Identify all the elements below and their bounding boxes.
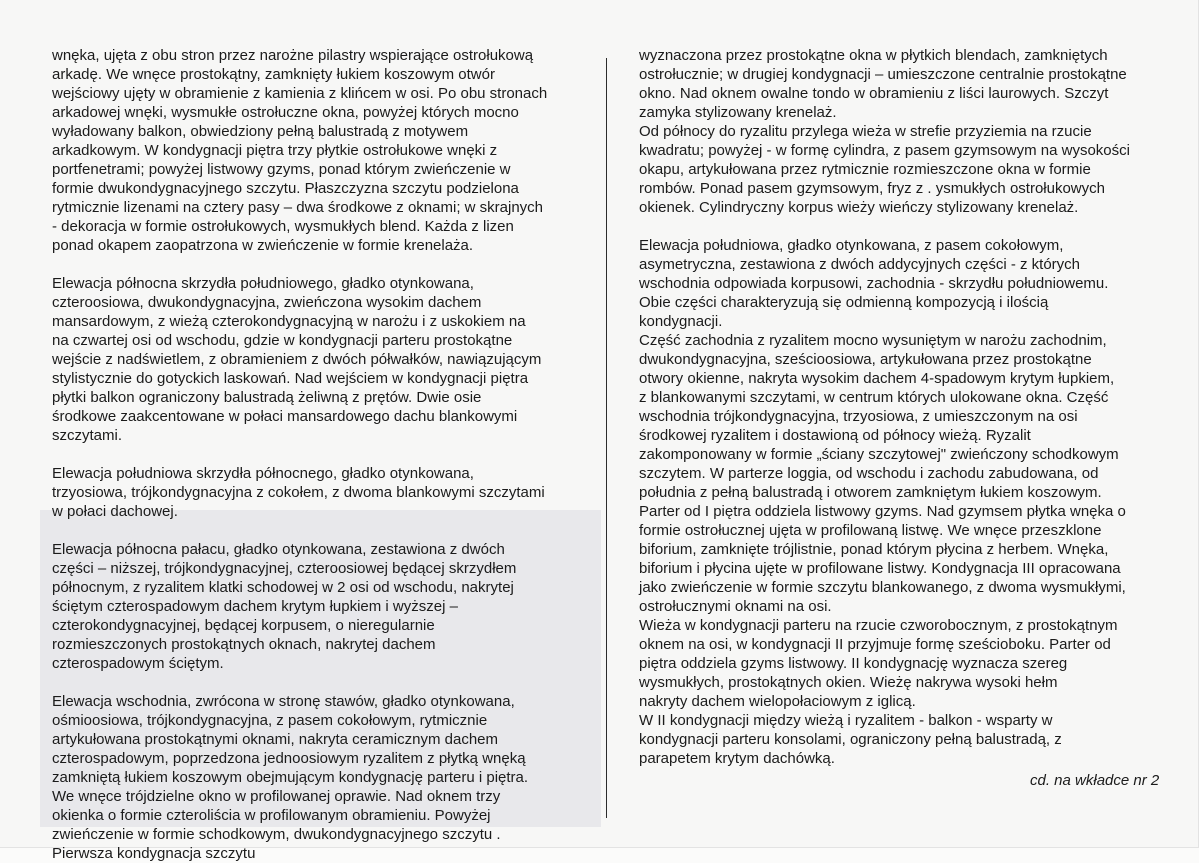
text-line: dwukondygnacyjna, sześcioosiowa, artykułowana przez prostokątne [639, 351, 1092, 368]
right-text-column [639, 46, 1159, 768]
text-line: czterospadowym, poprzedzona jednoosiowym ryzalitem z płytką wnęką [52, 750, 526, 767]
text-line: ściętym czterospadowym dachem krytym łupkiem i wyższej – [52, 598, 458, 615]
text-line: nakryty dachem wielopołaciowym z iglicą. [639, 693, 916, 710]
text-line: czterospadowym ściętym. [52, 655, 224, 672]
text-line: rytmicznie lizenami na cztery pasy – dwa środkowe z oknami; w skrajnych [52, 199, 544, 216]
text-line: Obie części charakteryzują się odmienną kompozycją i ilością [639, 294, 1049, 311]
text-line: czteroosiowa, dwukondygnacyjna, zwieńczona wysokim dachem [52, 294, 482, 311]
text-line: biforium i płycina ujęte w profilowane listwy. Kondygnacja III opracowana [639, 560, 1121, 577]
text-line: W II kondygnacji między wieżą i ryzalitem - balkon - wsparty w [639, 712, 1053, 729]
text-line: arkadowej wnęki, wysmukłe ostrołuczne okna, powyżej których mocno [52, 104, 519, 121]
text-line: okno. Nad oknem owalne tondo w obramieniu z liści laurowych. Szczyt [639, 85, 1109, 102]
text-line: piętra oddziela gzyms listwowy. II kondygnację wyznacza szereg [639, 655, 1068, 672]
text-line: mansardowym, z wieżą czterokondygnacyjną w narożu i z uskokiem na [52, 313, 526, 330]
text-line: Część zachodnia z ryzalitem mocno wysuniętym w narożu zachodnim, [639, 332, 1107, 349]
text-line: kwadratu; powyżej - w formę cylindra, z pasem gzymsowym na wysokości [639, 142, 1130, 159]
text-line: asymetryczna, zestawiona z dwóch addycyjnych części - z których [639, 256, 1080, 273]
text-line: szczytem. W parterze loggia, od wschodu i zachodu zabudowana, od [639, 465, 1099, 482]
text-line: okapu, artykułowana przez rytmicznie rozmieszczone okna w formie [639, 161, 1091, 178]
text-line: rozmieszczonych prostokątnych oknach, nakrytej dachem [52, 636, 436, 653]
text-line: środkowe zaakcentowane w połaci mansardowego dachu blankowymi [52, 408, 518, 425]
text-line: środkowej ryzalitem i dostawioną od północy wieżą. Ryzalit [639, 427, 1031, 444]
text-line: szczytami. [52, 427, 123, 444]
text-line: rombów. Ponad pasem gzymsowym, fryz z . ysmukłych ostrołukowych [639, 180, 1105, 197]
text-line: artykułowana prostokątnymi oknami, nakryta ceramicznym dachem [52, 731, 499, 748]
text-line: trzyosiowa, trójkondygnacyjna z cokołem, z dwoma blankowymi szczytami [52, 484, 545, 501]
text-line: stylistycznie do gotyckich laskowań. Nad wejściem w kondygnacji piętra [52, 370, 529, 387]
left-paragraph-3 [52, 464, 592, 521]
text-line: ostrołucznie; w drugiej kondygnacji – umieszczone centralnie prostokątne [639, 66, 1127, 83]
text-line: Elewacja północna pałacu, gładko otynkowana, zestawiona z dwóch [52, 541, 505, 558]
text-line: arkadkowym. W kondygnacji piętra trzy płytkie ostrołukowe wnęki z [52, 142, 498, 159]
paragraph-gap [52, 673, 592, 692]
text-line: formie ostrołucznej ujęta w profilowaną listwę. We wnęce przeszklone [639, 522, 1102, 539]
text-line: zakomponowany w formie „ściany szczytowej" zwieńczony schodkowym [639, 446, 1119, 463]
text-line: zamkniętą łukiem koszowym obejmującym kondygnację parteru i piętra. [52, 769, 529, 786]
column-divider [606, 58, 607, 818]
text-line: Elewacja północna skrzydła południowego, gładko otynkowana, [52, 275, 474, 292]
text-line: na czwartej osi od wschodu, gdzie w kondygnacji parteru prostokątne [52, 332, 513, 349]
text-line: ośmioosiowa, trójkondygnacyjna, z pasem cokołowym, rytmicznie [52, 712, 488, 729]
left-paragraph-5 [52, 692, 592, 863]
text-line: wejście z nadświetlem, z obramieniem z dwóch półwałków, nawiązującym [52, 351, 542, 368]
text-line: Pierwsza kondygnacja szczytu [52, 845, 256, 862]
text-line: czterokondygnacyjnej, będącej korpusem, o nieregularnie [52, 617, 435, 634]
text-line: oknem na osi, w kondygnacji II przyjmuje formę sześcioboku. Parter od [639, 636, 1111, 653]
text-line: biforium, zamknięte trójlistnie, ponad którym płycina z herbem. Wnęka, [639, 541, 1109, 558]
left-paragraph-2 [52, 274, 592, 445]
text-line: ostrołucznymi oknami na osi. [639, 598, 832, 615]
text-line: kondygnacji parteru konsolami, ograniczony pełną balustradą, z [639, 731, 1062, 748]
text-line: ponad okapem zaopatrzona w zwieńczenie w formie krenelaża. [52, 237, 474, 254]
text-line: wejściowy ujęty w obramienie z kamienia z klińcem w osi. Po obu stronach [52, 85, 548, 102]
left-text-column [52, 46, 592, 863]
left-paragraph-1 [52, 46, 592, 255]
text-line: wschodnia trójkondygnacyjna, trzyosiowa, z umieszczonym na osi [639, 408, 1078, 425]
text-line: części – niższej, trójkondygnacyjnej, czteroosiowej będącej skrzydłem [52, 560, 517, 577]
text-line: okienka o formie czteroliścia w profilowanym obramieniu. Powyżej [52, 807, 491, 824]
right-paragraph-1 [639, 46, 1159, 217]
text-line: z blankowanymi szczytami, w centrum których ulokowane okna. Część [639, 389, 1109, 406]
text-line: Parter od I piętra oddziela listwowy gzyms. Nad gzymsem płytka wnęka o [639, 503, 1126, 520]
text-line: formie dwukondygnacyjnego szczytu. Płaszczyzna szczytu podzielona [52, 180, 519, 197]
text-line: Elewacja południowa skrzydła północnego, gładko otynkowana, [52, 465, 474, 482]
text-line: arkadę. We wnęce prostokątny, zamknięty łukiem koszowym otwór [52, 66, 495, 83]
text-line: Elewacja wschodnia, zwrócona w stronę stawów, gładko otynkowana, [52, 693, 515, 710]
text-line: płytki balkon ograniczony balustradą żeliwną z prętów. Dwie osie [52, 389, 482, 406]
text-line: portfenetrami; powyżej listwowy gzyms, ponad którym zwieńczenie w [52, 161, 511, 178]
text-line: wnęka, ujęta z obu stron przez narożne pilastry wspierające ostrołukową [52, 47, 534, 64]
continued-note: cd. na wkładce nr 2 [1030, 772, 1160, 789]
text-line: północnym, z ryzalitem klatki schodowej w 2 osi od wschodu, nakrytej [52, 579, 514, 596]
text-line: jako zwieńczenie w formie szczytu blankowanego, z dwoma wysmukłymi, [639, 579, 1126, 596]
right-paragraph-2 [639, 236, 1159, 768]
left-paragraph-4 [52, 540, 592, 673]
text-line: zamyka stylizowany krenelaż. [639, 104, 837, 121]
paragraph-gap [52, 445, 592, 464]
paragraph-gap [52, 521, 592, 540]
text-line: parapetem krytym dachówką. [639, 750, 835, 767]
text-line: Elewacja południowa, gładko otynkowana, z pasem cokołowym, [639, 237, 1064, 254]
text-line: We wnęce trójdzielne okno w profilowanej oprawie. Nad oknem trzy [52, 788, 501, 805]
text-line: Od północy do ryzalitu przylega wieża w strefie przyziemia na rzucie [639, 123, 1092, 140]
text-line: wysmukłych, prostokątnych okien. Wieżę nakrywa wysoki hełm [639, 674, 1058, 691]
text-line: zwieńczenie w formie schodkowym, dwukondygnacyjnego szczytu . [52, 826, 501, 843]
text-line: południa z pełną balustradą i otworem zamkniętym łukiem koszowym. [639, 484, 1102, 501]
paragraph-gap [52, 255, 592, 274]
text-line: - dekoracja w formie ostrołukowych, wysmukłych blend. Każda z lizen [52, 218, 514, 235]
text-line: kondygnacji. [639, 313, 723, 330]
text-line: wyznaczona przez prostokątne okna w płytkich blendach, zamkniętych [639, 47, 1108, 64]
paragraph-gap [639, 217, 1159, 236]
text-line: okienek. Cylindryczny korpus wieży wieńczy stylizowany krenelaż. [639, 199, 1079, 216]
text-line: Wieża w kondygnacji parteru na rzucie czworobocznym, z prostokątnym [639, 617, 1118, 634]
text-line: w połaci dachowej. [52, 503, 178, 520]
text-line: wschodnia odpowiada korpusowi, zachodnia - skrzydłu południowemu. [639, 275, 1109, 292]
text-line: wyładowany balkon, obwiedziony pełną balustradą z motywem [52, 123, 469, 140]
text-line: otwory okienne, nakryta wysokim dachem 4-spadowym krytym łupkiem, [639, 370, 1115, 387]
